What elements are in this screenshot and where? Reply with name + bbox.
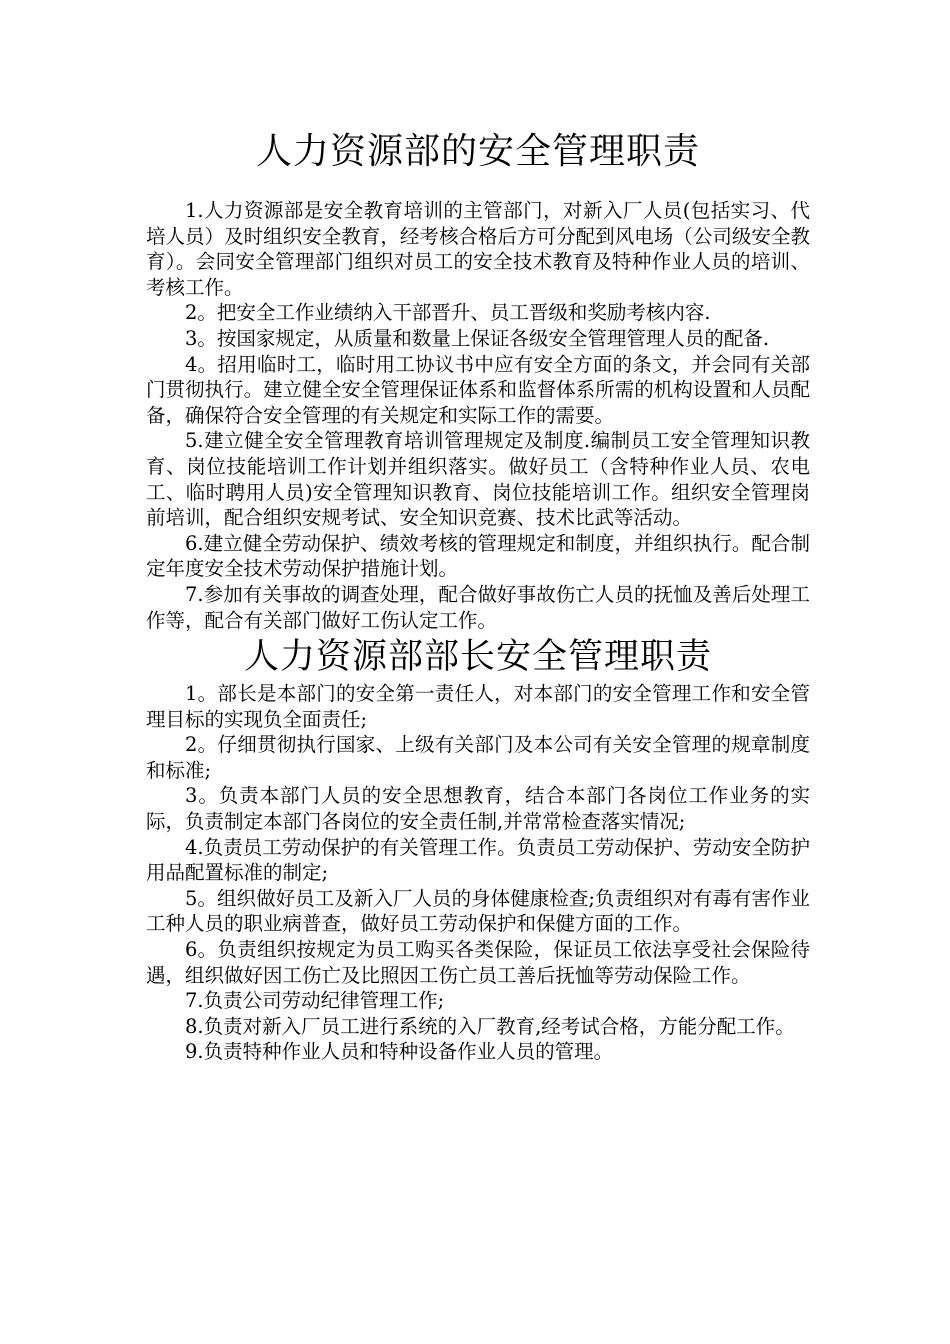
paragraph-item-4: 4。招用临时工，临时用工协议书中应有安全方面的条文，并会同有关部门贯彻执行。建立健全安全管理保证体系和监督体系所需的机构设置和人员配备，确保符合安全管理的有关规定和实际工作的需要。 [146, 352, 810, 427]
paragraph-item-4: 4.负责员工劳动保护的有关管理工作。负责员工劳动保护、劳动安全防护用品配置标准的制定; [146, 835, 810, 885]
paragraph-item-7: 7.负责公司劳动纪律管理工作; [185, 989, 445, 1013]
paragraph-item-5: 5。组织做好员工及新入厂人员的身体健康检查;负责组织对有毒有害作业工种人员的职业病普查，做好员工劳动保护和保健方面的工作。 [146, 886, 810, 936]
paragraph-item-1: 1.人力资源部是安全教育培训的主管部门，对新入厂人员(包括实习、代培人员）及时组织安全教育，经考核合格后方可分配到风电场（公司级安全教育）。会同安全管理部门组织对员工的安全技术教育及特种作业人员的培训、考核工作。 [146, 199, 810, 299]
paragraph-item-7: 7.参加有关事故的调查处理，配合做好事故伤亡人员的抚恤及善后处理工作等，配合有关部门做好工伤认定工作。 [146, 582, 810, 632]
document-page [146, 0, 810, 1065]
paragraph-item-3: 3。负责本部门人员的安全思想教育，结合本部门各岗位工作业务的实际，负责制定本部门各岗位的安全责任制,并常常检查落实情况; [146, 784, 810, 834]
section-hr-director-duties [146, 681, 810, 1065]
paragraph-item-8: 8.负责对新入厂员工进行系统的入厂教育,经考试合格，方能分配工作。 [185, 1014, 795, 1038]
paragraph-item-9: 9.负责特种作业人员和特种设备作业人员的管理。 [185, 1040, 614, 1064]
paragraph-item-3: 3。按国家规定，从质量和数量上保证各级安全管理管理人员的配备. [185, 326, 770, 350]
section-title-hr-director: 人力资源部部长安全管理职责 [243, 637, 712, 678]
paragraph-item-2: 2。把安全工作业绩纳入干部晋升、员工晋级和奖励考核内容. [185, 301, 711, 325]
paragraph-item-5: 5.建立健全安全管理教育培训管理规定及制度.编制员工安全管理知识教育、岗位技能培训工作计划并组织落实。做好员工（含特种作业人员、农电工、临时聘用人员)安全管理知识教育、岗位技能培训工作。组织安全管理岗前培训，配合组织安规考试、安全知识竞赛、技术比武等活动。 [146, 429, 810, 530]
paragraph-item-6: 6。负责组织按规定为员工购买各类保险，保证员工依法享受社会保险待遇，组织做好因工伤亡及比照因工伤亡员工善后抚恤等劳动保险工作。 [146, 938, 810, 987]
section-title-hr-department: 人力资源部的安全管理职责 [255, 131, 700, 172]
paragraph-item-1: 1。部长是本部门的安全第一责任人，对本部门的安全管理工作和安全管理目标的实现负全面责任; [146, 682, 810, 731]
paragraph-item-6: 6.建立健全劳动保护、绩效考核的管理规定和制度，并组织执行。配合制定年度安全技术劳动保护措施计划。 [146, 531, 810, 581]
paragraph-item-2: 2。仔细贯彻执行国家、上级有关部门及本公司有关安全管理的规章制度和标准; [146, 733, 810, 782]
section-hr-department-duties [146, 198, 810, 633]
